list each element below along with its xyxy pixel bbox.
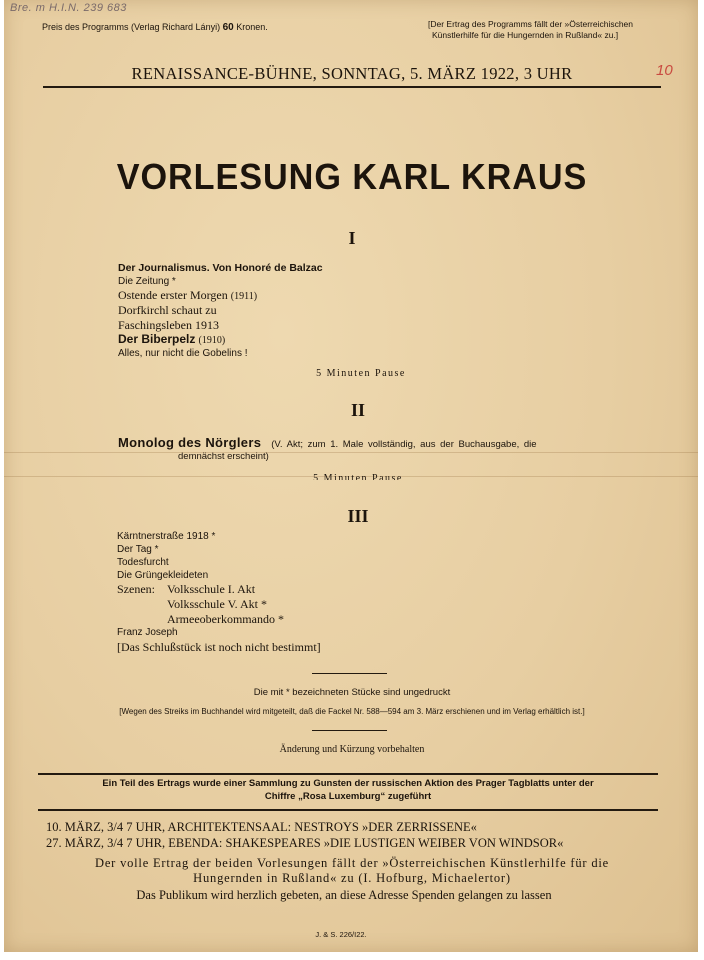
archive-note: Bre. m H.I.N. 239 683	[10, 2, 127, 14]
program-item: Der Biberpelz (1910)	[118, 332, 226, 346]
program-item: Der Tag *	[117, 544, 159, 555]
part-two-numeral: II	[350, 400, 365, 420]
section-divider	[312, 730, 387, 731]
proceeds-note: [Der Ertrag des Programms fällt der »Österreichischen Künstlerhilfe für die Hungernden in Rußland« zu.]	[428, 19, 634, 40]
upcoming-reading: 27. MÄRZ, 3/4 7 UHR, EBENDA: SHAKESPEARES »DIE LUSTIGEN WEIBER VON WINDSOR«	[46, 836, 564, 850]
box-rule-top	[38, 773, 658, 775]
header-rule	[43, 86, 661, 88]
program-item: Kärntnerstraße 1918 *	[117, 531, 216, 542]
page-number: 10	[656, 62, 673, 79]
collection-note: Ein Teil des Ertrags wurde einer Sammlung zu Gunsten der russischen Aktion des Prager Tagblatts unter der Chiffre „Rosa Luxemburg“ zugeführt	[102, 778, 594, 802]
program-item: Die Grüngekleideten	[117, 570, 209, 581]
changes-note: Änderung und Kürzung vorbehalten	[279, 744, 425, 755]
price-line: Preis des Programms (Verlag Richard Lányi) 60 Kronen.	[42, 22, 268, 33]
box-rule-bottom	[38, 809, 658, 811]
program-item: Monolog des Nörglers (V. Akt; zum 1. Male vollständig, aus der Buchausgabe, die	[118, 435, 537, 450]
page-title: VORLESUNG KARL KRAUS	[116, 156, 588, 197]
program-item: Armeeoberkommando *	[167, 612, 284, 626]
program-item: Dorfkirchl schaut zu	[118, 303, 217, 317]
venue-line: RENAISSANCE-BÜHNE, SONNTAG, 5. MÄRZ 1922, 3 UHR	[131, 64, 573, 83]
program-item: Der Journalismus. Von Honoré de Balzac	[118, 262, 323, 274]
program-item: Franz Joseph	[117, 627, 178, 638]
program-item: Ostende erster Morgen (1911)	[118, 288, 258, 302]
program-item: Faschingsleben 1913	[118, 318, 219, 332]
program-item: Volksschule V. Akt *	[167, 597, 268, 611]
strike-note: [Wegen des Streiks im Buchhandel wird mitgeteilt, daß die Fackel Nr. 588—594 am 3. März erschienen und im Verlag erhältlich ist.]	[119, 707, 585, 716]
section-divider	[312, 673, 387, 674]
program-item-note: demnächst erscheint)	[178, 451, 269, 462]
program-item: Szenen:	[117, 582, 155, 596]
program-item: Todesfurcht	[117, 557, 169, 568]
asterisk-note: Die mit * bezeichneten Stücke sind ungedruckt	[253, 687, 451, 698]
part-one-numeral: I	[348, 228, 356, 248]
printer-mark: J. & S. 226/I22.	[315, 930, 367, 939]
intermission-note: 5 Minuten Pause	[316, 368, 406, 379]
proceeds-info: Der volle Ertrag der beiden Vorlesungen fällt der »Österreichischen Künstlerhilfe für die	[95, 856, 609, 870]
fold-crease	[4, 452, 698, 453]
upcoming-reading: 10. MÄRZ, 3/4 7 UHR, ARCHITEKTENSAAL: NESTROYS »DER ZERRISSENE«	[46, 820, 477, 834]
proceeds-info: Hungernden in Rußland« zu (I. Hofburg, Michaelertor)	[193, 871, 511, 885]
intermission-note: 5 Minuten Pause	[313, 473, 403, 480]
part-three-numeral: III	[347, 506, 369, 526]
donation-request: Das Publikum wird herzlich gebeten, an diese Adresse Spenden gelangen zu lassen	[136, 888, 552, 902]
program-item: Volksschule I. Akt	[167, 582, 256, 596]
program-item: [Das Schlußstück ist noch nicht bestimmt]	[117, 640, 321, 654]
program-item: Die Zeitung *	[118, 276, 176, 287]
program-item: Alles, nur nicht die Gobelins !	[118, 348, 248, 359]
